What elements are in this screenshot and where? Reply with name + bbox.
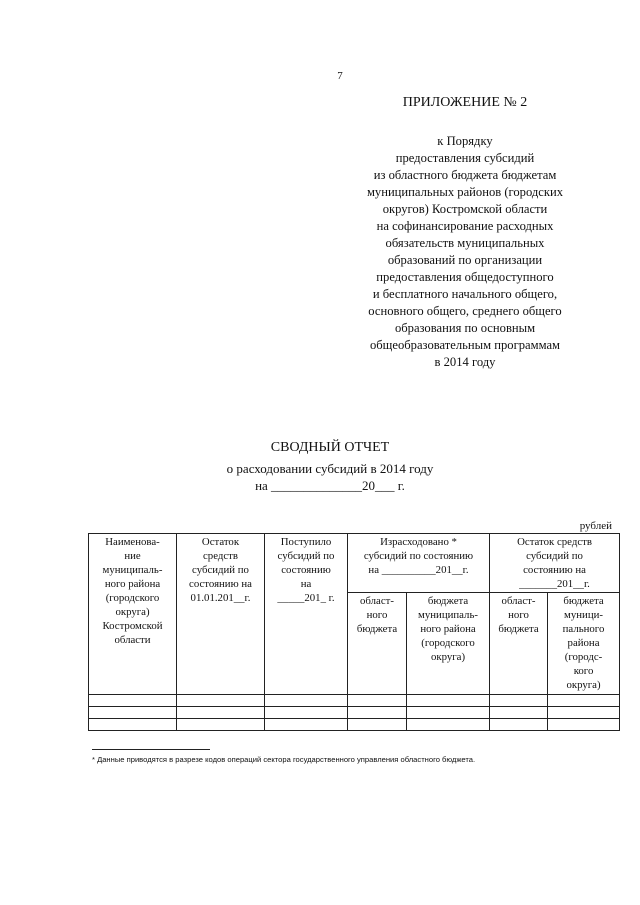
order-line: округов) Костромской области [382,202,548,216]
order-line: предоставления общедоступного [376,270,554,284]
subheader-end-regional: област- ного бюджета [490,593,548,695]
table-row [89,707,620,719]
order-line: предоставления субсидий [395,151,535,165]
order-line: из областного бюджета бюджетам [373,168,557,182]
order-line: образований по организации [387,253,543,267]
page-number: 7 [337,70,343,82]
table-cell [548,719,620,731]
order-line: в 2014 году [434,355,496,369]
subheader-spent-regional: област- ного бюджета [348,593,407,695]
order-line: основного общего, среднего общего [368,304,562,318]
header-municipality-name: Наименова- ние муниципаль- ного района (городского округа) Костромской области [89,534,177,695]
table-header-row [89,534,620,593]
order-line: общеобразовательным программам [369,338,561,352]
report-subtitle-block [160,460,500,494]
table-cell [265,719,348,731]
table-cell [265,695,348,707]
subheader-spent-municipal: бюджета муниципаль- ного района (городского округа) [407,593,490,695]
order-line: муниципальных районов (городских [366,185,564,199]
table-cell [89,707,177,719]
table-cell [348,719,407,731]
order-line: обязательств муниципальных [385,236,545,250]
order-line: на софинансирование расходных [376,219,554,233]
table-cell [407,707,490,719]
subheader-end-municipal: бюджета муници- пального района (городс- кого округа) [548,593,620,695]
table-cell [89,695,177,707]
table-row [89,695,620,707]
header-balance-end: Остаток средств субсидий по состоянию на _______201__г. [490,534,620,593]
table-cell [177,695,265,707]
table-cell [177,707,265,719]
order-line: образования по основным [394,321,536,335]
footnote: * Данные приводятся в разрезе кодов операций сектора государственного управления областного бюджета. [92,755,476,764]
appendix-title: ПРИЛОЖЕНИЕ № 2 [402,95,528,110]
header-spent: Израсходовано * субсидий по состоянию на __________201__г. [348,534,490,593]
table-cell [490,719,548,731]
order-line: и бесплатного начального общего, [372,287,558,301]
report-title: СВОДНЫЙ ОТЧЕТ [270,440,390,455]
table-cell [407,719,490,731]
table-cell [407,695,490,707]
table-cell [548,707,620,719]
header-balance-start: Остаток средств субсидий по состоянию на 01.01.201__г. [177,534,265,695]
table-cell [177,719,265,731]
table-cell [89,719,177,731]
table-cell [490,707,548,719]
currency-unit: рублей [579,520,612,532]
order-line: к Порядку [437,134,493,148]
table-cell [265,707,348,719]
header-received: Поступило субсидий по состоянию на _____201_ г. [265,534,348,695]
order-reference-block [330,133,600,371]
table-cell [348,695,407,707]
table-cell [490,695,548,707]
report-table [88,533,620,731]
report-date-line: на ______________20___ г. [255,478,405,493]
report-subtitle: о расходовании субсидий в 2014 году [226,461,434,476]
footnote-divider [92,749,210,750]
table-row [89,719,620,731]
table-cell [348,707,407,719]
table-cell [548,695,620,707]
